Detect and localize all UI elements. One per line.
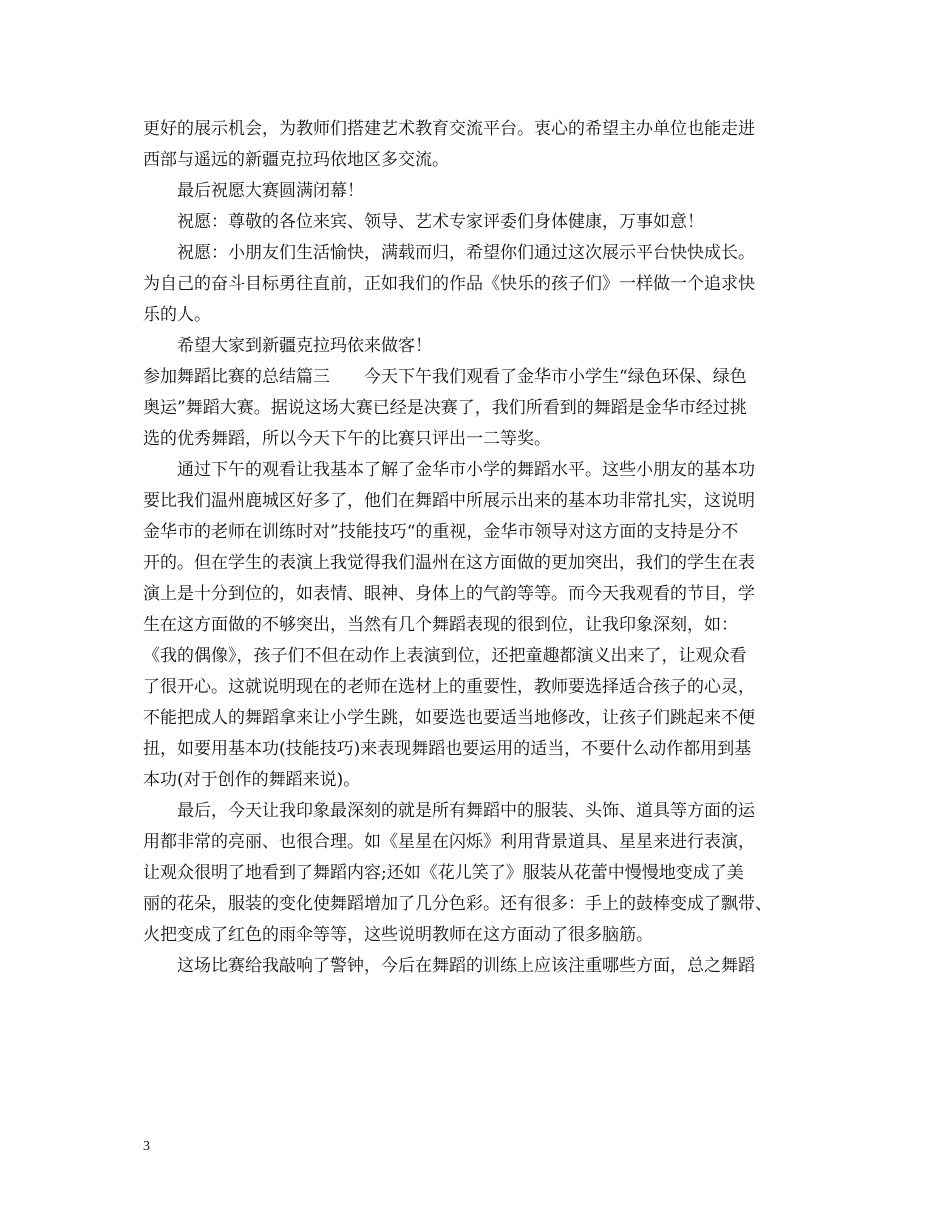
text-line: 要比我们温州鹿城区好多了，他们在舞蹈中所展示出来的基本功非常扎实，这说明 [143,491,755,511]
text-line: 选的优秀舞蹈，所以今天下午的比赛只评出一二等奖。 [143,429,551,449]
text-line: 金华市的老师在训练时对”技能技巧“的重视，金华市领导对这方面的支持是分不 [143,522,739,542]
text-line: 不能把成人的舞蹈拿来让小学生跳，如要选也要适当地修改，让孩子们跳起来不便 [143,708,755,728]
text-line: 奥运”舞蹈大赛。据说这场大赛已经是决赛了，我们所看到的舞蹈是金华市经过挑 [143,398,747,418]
text-line: 更好的展示机会，为教师们搭建艺术教育交流平台。衷心的希望主办单位也能走进 [143,119,755,139]
text-line: 了很开心。这就说明现在的老师在选材上的重要性，教师要选择适合孩子的心灵， [143,677,755,697]
text-line: 让观众很明了地看到了舞蹈内容;还如《花儿笑了》服装从花蕾中慢慢地变成了美 [143,863,744,883]
text-line: 开的。但在学生的表演上我觉得我们温州在这方面做的更加突出，我们的学生在表 [143,553,755,573]
text-line: 《我的偶像》，孩子们不但在动作上表演到位，还把童趣都演义出来了，让观众看 [143,646,747,666]
page-number: 3 [143,1139,150,1154]
text-line: 演上是十分到位的，如表情、眼神、身体上的气韵等等。而今天我观看的节目，学 [143,584,755,604]
text-line: 祝愿：小朋友们生活愉快，满载而归，希望你们通过这次展示平台快快成长。 [177,243,755,263]
text-line: 丽的花朵，服装的变化使舞蹈增加了几分色彩。还有很多：手上的鼓棒变成了飘带、 [143,894,772,914]
text-line: 扭，如要用基本功(技能技巧)来表现舞蹈也要运用的适当，不要什么动作都用到基 [143,739,752,759]
text-line: 为自己的奋斗目标勇往直前，正如我们的作品《快乐的孩子们》一样做一个追求快 [143,274,755,294]
text-line: 这场比赛给我敲响了警钟，今后在舞蹈的训练上应该注重哪些方面，总之舞蹈 [177,956,755,976]
text-line: 通过下午的观看让我基本了解了金华市小学的舞蹈水平。这些小朋友的基本功 [177,460,755,480]
text-line: 祝愿：尊敬的各位来宾、领导、艺术专家评委们身体健康，万事如意！ [177,212,704,232]
text-line: 参加舞蹈比赛的总结篇三 今天下午我们观看了金华市小学生“绿色环保、绿色 [143,367,747,387]
text-line: 西部与遥远的新疆克拉玛依地区多交流。 [143,150,449,170]
text-line: 最后，今天让我印象最深刻的就是所有舞蹈中的服装、头饰、道具等方面的运 [177,801,755,821]
text-line: 本功(对于创作的舞蹈来说)。 [143,770,361,790]
text-line: 最后祝愿大赛圆满闭幕！ [177,181,364,201]
text-line: 火把变成了红色的雨伞等等，这些说明教师在这方面动了很多脑筋。 [143,925,653,945]
text-line: 用都非常的亮丽、也很合理。如《星星在闪烁》利用背景道具、星星来进行表演， [143,832,755,852]
text-line: 乐的人。 [143,305,211,325]
text-line: 生在这方面做的不够突出，当然有几个舞蹈表现的很到位，让我印象深刻，如： [143,615,738,635]
text-line: 希望大家到新疆克拉玛依来做客！ [177,336,432,356]
document-body [143,114,823,982]
